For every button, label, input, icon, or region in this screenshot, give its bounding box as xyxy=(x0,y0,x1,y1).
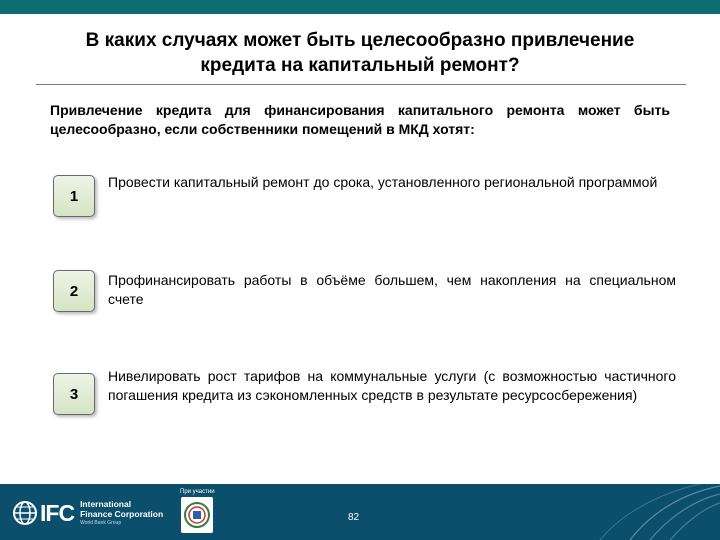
page-number: 82 xyxy=(348,512,360,523)
ifc-org-line-2: Finance Corporation xyxy=(80,509,164,519)
item-number-2: 2 xyxy=(53,270,95,312)
item-text-1: Провести капитальный ремонт до срока, установленного региональной программой xyxy=(108,174,658,190)
ifc-org-line-1: International xyxy=(80,499,132,509)
ifc-logo xyxy=(12,500,163,526)
partner-label: При участии xyxy=(180,489,215,495)
partner-emblem-icon xyxy=(181,497,213,533)
title-divider xyxy=(36,84,686,85)
item-number-3: 3 xyxy=(53,373,95,415)
item-text-3: Нивелировать рост тарифов на коммунальные услуги (с возможностью частичного погашения кредита из сэкономленных средств в результате ресурсосбережения) xyxy=(108,368,676,403)
slide-title: В каких случаях может быть целесообразно привлечение кредита на капитальный ремонт? xyxy=(85,30,635,76)
intro-text: Привлечение кредита для финансирования капитального ремонта может быть целесообразно, если собственники помещений в МКД хотят: xyxy=(50,102,670,137)
footer-bar xyxy=(0,484,720,540)
partner-logo xyxy=(181,497,213,533)
header-bar xyxy=(0,0,720,14)
globe-icon xyxy=(12,500,38,526)
ifc-letters: IFC xyxy=(40,500,75,526)
item-text-2: Профинансировать работы в объёме большем, чем накопления на специальном счете xyxy=(108,272,676,307)
ifc-org-tag: World Bank Group xyxy=(80,520,122,526)
item-number-1: 1 xyxy=(53,175,95,217)
ifc-org-name xyxy=(80,499,163,527)
